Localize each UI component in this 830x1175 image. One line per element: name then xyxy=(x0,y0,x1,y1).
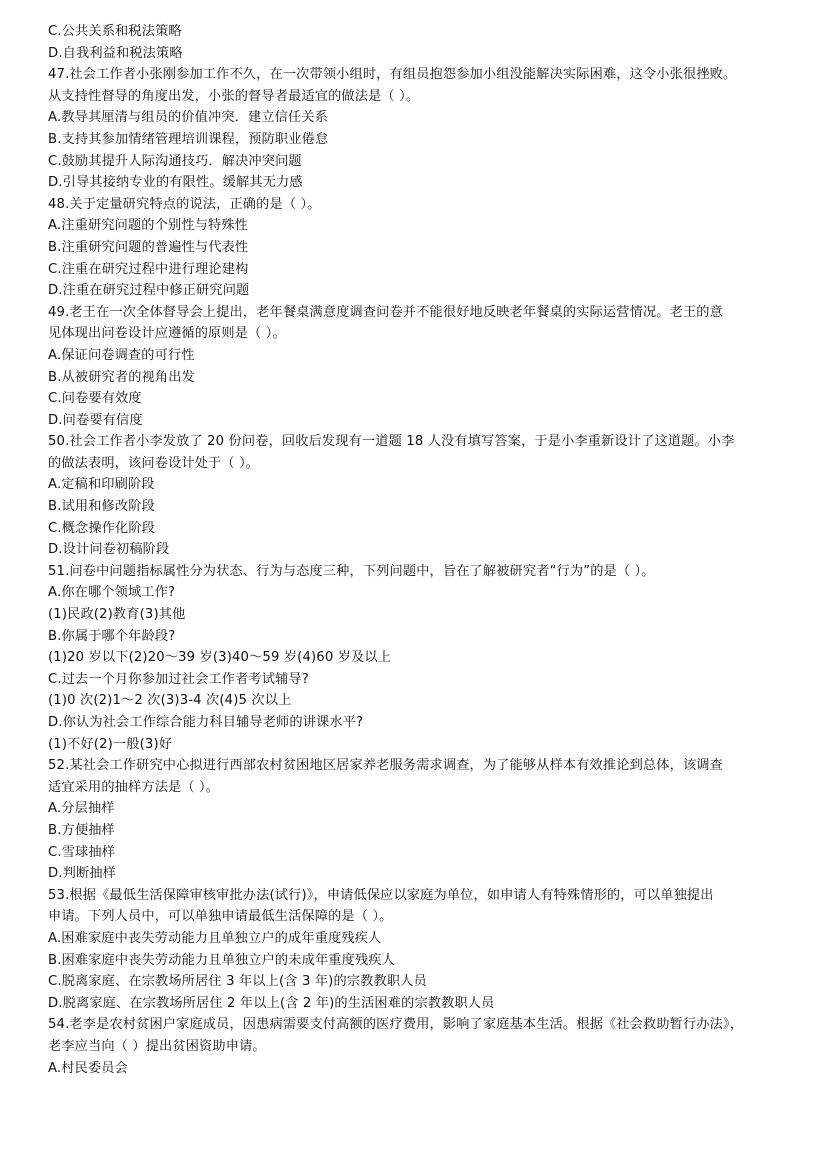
question-52-option-b: B.方便抽样 xyxy=(48,822,115,838)
question-51-option-b: B.你属于哪个年龄段? xyxy=(48,628,176,644)
question-51-option-a-choices: (1)民政(2)教育(3)其他 xyxy=(48,607,186,623)
question-51-option-d-choices: (1)不好(2)一般(3)好 xyxy=(48,736,173,752)
question-54-option-a: A.村民委员会 xyxy=(48,1060,128,1076)
question-52-stem: 适宜采用的抽样方法是（ ）。 xyxy=(48,779,220,795)
question-53-option-c: C.脱离家庭、在宗教场所居住 3 年以上(含 3 年)的宗教教职人员 xyxy=(48,974,427,990)
question-51-option-c-choices: (1)0 次(2)1～2 次(3)3-4 次(4)5 次以上 xyxy=(48,693,292,709)
question-54-stem: 54.老李是农村贫困户家庭成员，因患病需要支付高额的医疗费用，影响了家庭基本生活。根据《社会救助暂行办法》， xyxy=(48,1017,744,1033)
question-51-option-b-choices: (1)20 岁以下(2)20～39 岁(3)40～59 岁(4)60 岁及以上 xyxy=(48,650,392,666)
question-51-stem: 51.问卷中问题指标属性分为状态、行为与态度三种，下列问题中，旨在了解被研究者“行为”的是（ ）。 xyxy=(48,563,655,579)
question-48-stem: 48.关于定量研究特点的说法，正确的是（ ）。 xyxy=(48,196,321,212)
question-53-stem: 申请。下列人员中，可以单独申请最低生活保障的是（ ）。 xyxy=(48,909,393,925)
question-50-option-c: C.概念操作化阶段 xyxy=(48,520,156,536)
question-51-option-c: C.过去一个月你参加过社会工作者考试辅导? xyxy=(48,671,309,687)
question-48-option-b: B.注重研究问题的普遍性与代表性 xyxy=(48,239,249,255)
question-49-stem: 见体现出问卷设计应遵循的原则是（ ）。 xyxy=(48,326,286,342)
question-47-option-c: C.鼓励其提升人际沟通技巧．解决冲突问题 xyxy=(48,153,302,169)
question-49-option-b: B.从被研究者的视角出发 xyxy=(48,369,195,385)
question-54-stem: 老李应当向（ ）提出贫困资助申请。 xyxy=(48,1038,266,1054)
question-47-option-b: B.支持其参加情绪管理培训课程，预防职业倦怠 xyxy=(48,131,329,147)
question-49-option-d: D.问卷要有信度 xyxy=(48,412,143,428)
question-49-option-c: C.问卷要有效度 xyxy=(48,391,142,407)
option-line: D.自我利益和税法策略 xyxy=(48,45,183,61)
question-47-stem: 从支持性督导的角度出发，小张的督导者最适宜的做法是（ ）。 xyxy=(48,88,420,104)
question-47-stem: 47.社会工作者小张刚参加工作不久，在一次带领小组时，有组员抱怨参加小组没能解决实际困难，这令小张很挫败。 xyxy=(48,67,737,83)
question-53-option-b: B.困难家庭中丧失劳动能力且单独立户的未成年重度残疾人 xyxy=(48,952,395,968)
question-49-stem: 49.老王在一次全体督导会上提出，老年餐桌满意度调查问卷并不能很好地反映老年餐桌的实际运营情况。老王的意 xyxy=(48,304,723,320)
question-50-stem: 50.社会工作者小李发放了 20 份问卷，回收后发现有一道题 18 人没有填写答案，于是小李重新设计了这道题。小李 xyxy=(48,434,735,450)
option-line: C.公共关系和税法策略 xyxy=(48,24,182,39)
question-52-option-c: C.雪球抽样 xyxy=(48,844,116,860)
question-50-option-d: D.设计问卷初稿阶段 xyxy=(48,542,170,558)
question-50-stem: 的做法表明，该问卷设计处于（ ）。 xyxy=(48,455,260,471)
question-48-option-d: D.注重在研究过程中修正研究问题 xyxy=(48,283,250,299)
question-48-option-c: C.注重在研究过程中进行理论建构 xyxy=(48,261,249,277)
question-47-option-d: D.引导其接纳专业的有限性。缓解其无力感 xyxy=(48,175,303,191)
question-52-option-d: D.判断抽样 xyxy=(48,866,116,882)
question-52-option-a: A.分层抽样 xyxy=(48,801,115,817)
question-53-option-a: A.困难家庭中丧失劳动能力且单独立户的成年重度残疾人 xyxy=(48,930,382,946)
question-50-option-b: B.试用和修改阶段 xyxy=(48,499,155,515)
question-53-stem: 53.根据《最低生活保障审核审批办法(试行)》，申请低保应以家庭为单位，如申请人有特殊情形的，可以单独提出 xyxy=(48,887,714,903)
question-50-option-a: A.定稿和印刷阶段 xyxy=(48,477,155,493)
question-49-option-a: A.保证问卷调查的可行性 xyxy=(48,347,195,363)
question-48-option-a: A.注重研究问题的个别性与特殊性 xyxy=(48,218,249,234)
question-53-option-d: D.脱离家庭、在宗教场所居住 2 年以上(含 2 年)的生活困难的宗教教职人员 xyxy=(48,995,495,1011)
question-51-option-a: A.你在哪个领域工作? xyxy=(48,585,176,601)
document-page xyxy=(48,21,818,1079)
question-47-option-a: A.教导其厘清与组员的价值冲突．建立信任关系 xyxy=(48,110,329,126)
question-51-option-d: D.你认为社会工作综合能力科目辅导老师的讲课水平? xyxy=(48,715,364,730)
question-52-stem: 52.某社会工作研究中心拟进行西部农村贫困地区居家养老服务需求调查，为了能够从样本有效推论到总体，该调查 xyxy=(48,758,723,774)
